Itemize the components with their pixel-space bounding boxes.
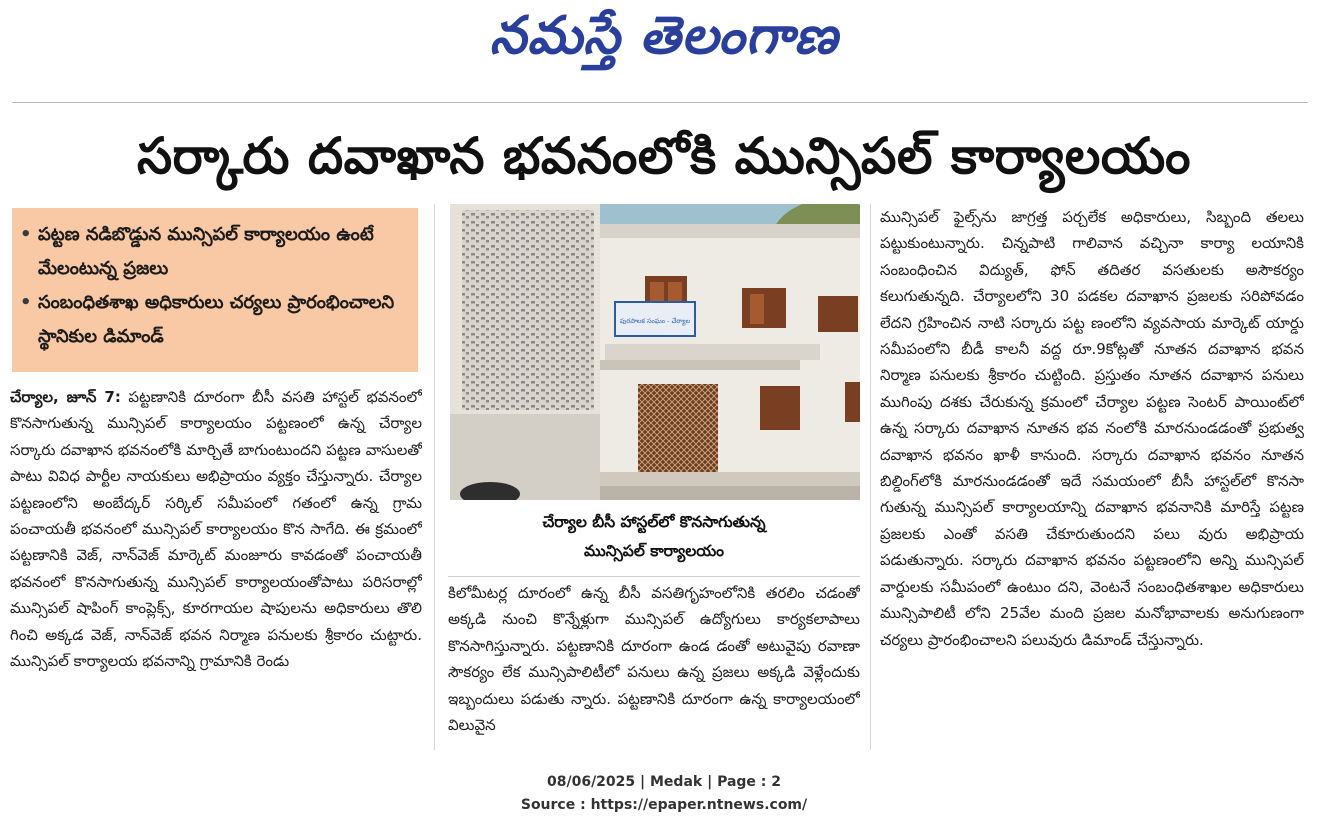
photo-caption <box>448 508 860 572</box>
article-column-right: మున్సిపల్ ఫైల్స్‌ను జాగ్రత్త పర్చలేక అధికారులు, సిబ్బంది తలలు పట్టుకుంటున్నారు. చిన్నపాటి గాలివాన వచ్చినా కార్యా లయానికి సంబంధించిన విద్యుత్, ఫోన్ తదితర వసతులకు అసౌకర్యం కలుగుతున్నది. చేర్యాలలోని 30 పడకల దవాఖాన ప్రజలకు సరిపోవడం లేదని గ్రహించిన నాటి సర్కారు పట్ట ణంలోని వ్యవసాయ మార్కెట్ యార్డు సమీపంలోని బీడీ కాలనీ వద్ద రూ.9కోట్లతో నూతన దవాఖాన భవన నిర్మాణ పనులకు శ్రీకారం చుట్టింది. ప్రస్తుతం నూతన దవాఖాన పనులు ముగింపు దశకు చేరుకున్న క్రమంలో చేర్యాల పట్టణ సెంటర్ పాయింట్‌లో ఉన్న సర్కారు దవాఖాన నూతన భవ నంలోకి మారనుండడంతో ప్రభుత్వ దవాఖాన భవనం ఖాళీ కానుంది. సర్కారు దవాఖాన భవనం నూతన బిల్డింగ్‌లోకి మారనుండడంతో ఇదే సమయంలో బీసీ హాస్టల్‌లో కొనసా గుతున్న మున్సిపల్ కార్యాలయాన్ని దవాఖాన భవనానికి మారిస్తే పట్టణ ప్రజలకు ఎంతో వసతి చేకూరుతుందని పలు వురు అభిప్రాయ పడుతున్నారు. సర్కారు దవాఖాన భవనం పట్టణంలోని అన్ని మున్సిపల్ వార్డులకు సమీపంలో ఉంటుం దని, వెంటనే సంబంధితశాఖల అధికారులు మున్సిపాలిటీ లోని 25వేల మంది ప్రజల మనోభావాలకు అనుగుణంగా చర్యలు ప్రారంభించాలని పలువురు డిమాండ్ చేస్తున్నారు. <box>880 208 1304 649</box>
highlights-box <box>12 208 418 372</box>
masthead <box>0 0 1328 72</box>
newspaper-logo: నమస్తే తెలంగాణ <box>489 6 839 66</box>
caption-divider <box>448 576 860 577</box>
highlight-text: పట్టణ నడిబొడ్డున మున్సిపల్ కార్యాలయం ఉంటే మేలంటున్న ప్రజలు <box>38 224 374 279</box>
article-headline: సర్కారు దవాఖాన భవనంలోకి మున్సిపల్ కార్యాలయం <box>136 127 1192 185</box>
column-divider <box>434 204 435 750</box>
bullet-icon: • <box>20 292 32 313</box>
article-column-left <box>10 384 422 744</box>
highlight-text: సంబంధితశాఖ అధికారులు చర్యలు ప్రారంభించాలని స్థానికుల డిమాండ్ <box>38 292 395 347</box>
dateline: చేర్యాల, జూన్ 7: <box>10 388 121 406</box>
highlight-item <box>20 218 408 286</box>
column-divider <box>870 204 871 750</box>
article-body-left: పట్టణానికి దూరంగా బీసీ వసతి హాస్టల్ భవనంలో కొనసాగుతున్న మున్సిపల్ కార్యాలయం పట్టణంలో ఉన్న చేర్యాల సర్కారు దవాఖాన భవనంలోకి మార్చితే బాగుంటుందని పట్టణ వాసులతో పాటు వివిధ పార్టీల నాయకులు అభిప్రాయం వ్యక్తం చేస్తున్నారు. చేర్యాల పట్టణంలోని అంబేద్కర్ సర్కిల్ సమీపంలో గతంలో ఉన్న గ్రామ పంచాయతీ భవనంలో మున్సిపల్ కార్యాలయం కొన సాగేది. ఈ క్రమంలో పట్టణానికి వెజ్, నాన్‌వెజ్ మార్కెట్ మంజూరు కావడంతో పంచాయతీ భవనంలో కొనసాగుతున్న మున్సిపల్ కార్యాలయంతోపాటు పరిసరాల్లో మున్సిపల్ షాపింగ్ కాంప్లెక్స్, కూరగాయల షాపులను అధికారులు తొలి గించి అక్కడ వెజ్, నాన్‌వెజ్ భవన నిర్మాణ పనులకు శ్రీకారం చుట్టారు. మున్సిపల్ కార్యాలయ భవనాన్ని గ్రామానికి రెండు <box>10 388 422 671</box>
article-photo <box>450 204 860 500</box>
highlight-item <box>20 286 408 354</box>
office-sign: పురపాలక సంఘం - చేర్యాల <box>619 317 691 325</box>
article-column-middle: కిలోమీటర్ల దూరంలో ఉన్న బీసీ వసతిగృహంలోనికి తరలిం చడంతో అక్కడి నుంచి కొన్నేళ్లుగా మున్సిపల్ ఉద్యోగులు కార్యకలాపాలు కొనసాగిస్తున్నారు. పట్టణానికి దూరంగా ఉండ డంతో అటువైపు రవాణా సౌకర్యం లేక మున్సిపాలిటీలో పనులు ఉన్న ప్రజలు అక్కడి వెళ్లేందుకు ఇబ్బందులు పడుతు న్నారు. పట్టణానికి దూరంగా ఉన్న కార్యాలయంలో విలువైన <box>448 584 860 735</box>
bullet-icon: • <box>20 224 32 245</box>
masthead-divider <box>12 102 1308 103</box>
source-link[interactable]: Source : https://epaper.ntnews.com/ <box>520 797 808 813</box>
edition-info: 08/06/2025 | Medak | Page : 2 <box>546 774 782 790</box>
caption-line: చేర్యాల బీసీ హాస్టల్‌లో కొనసాగుతున్న <box>542 513 766 531</box>
caption-line: మున్సిపల్ కార్యాలయం <box>583 542 725 560</box>
